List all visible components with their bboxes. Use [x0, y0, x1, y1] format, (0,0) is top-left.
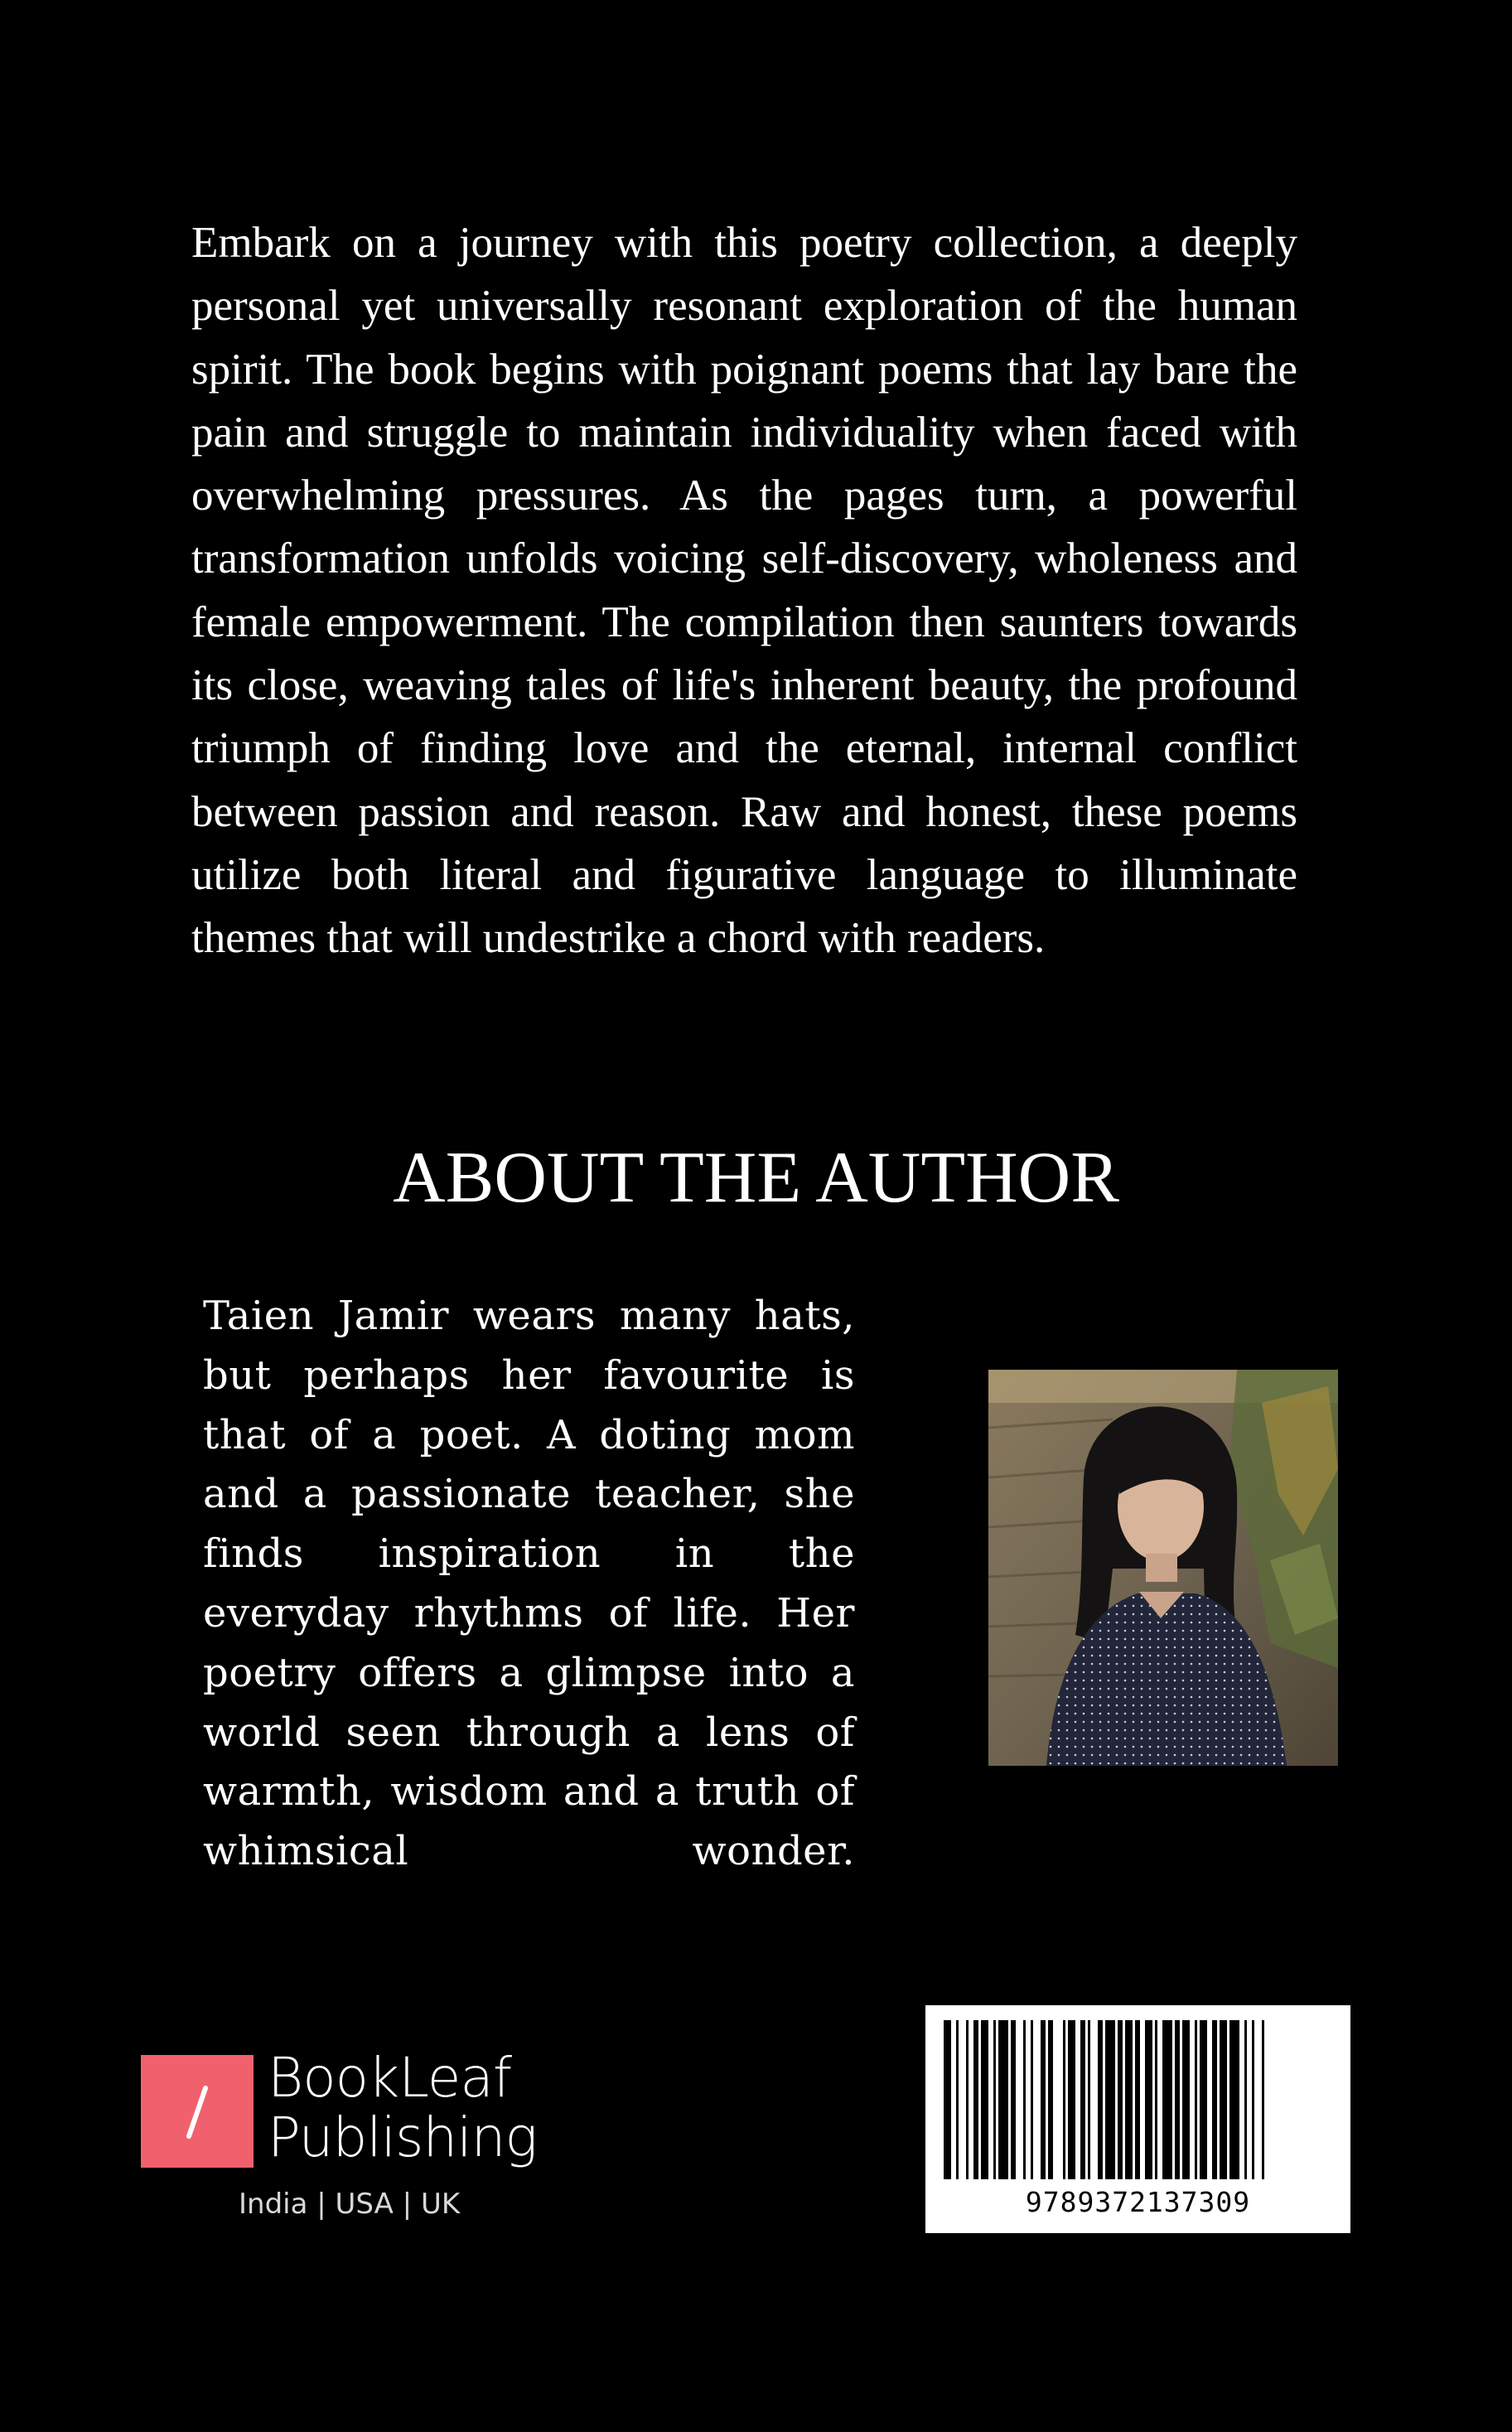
publisher-name-line2: Publishing — [268, 2106, 538, 2169]
isbn-barcode — [925, 2005, 1350, 2233]
author-photo — [988, 1370, 1338, 1766]
isbn-number: 9789372137309 — [1025, 2186, 1251, 2218]
publisher-regions: India | USA | UK — [239, 2188, 461, 2221]
publisher-name — [268, 2048, 537, 2168]
publisher-name-line1: BookLeaf — [268, 2046, 512, 2110]
author-bio: Taien Jamir wears many hats, but perhaps her favourite is that of a poet. A doting mom and a passionate teacher, she finds inspiration in the everyday rhythms of life. Her poetry offers a glimpse into a world seen through a lens of warmth, wisdom and a truth of whimsical wonder. — [203, 1293, 855, 1875]
book-blurb: Embark on a journey with this poetry collection, a deeply personal yet universally resonant exploration of the human spirit. The book begins with poignant poems that lay bare the pain and struggle to maintain individuality when faced with overwhelming pressures. As the pages turn, a powerful transformation unfolds voicing self-discovery, wholeness and female empowerment. The compilation then saunters towards its close, weaving tales of life's inherent beauty, the profound triumph of finding love and the eternal, internal conflict between passion and reason. Raw and honest, these poems utilize both literal and figurative language to illuminate themes that will undestrike a chord with readers. — [191, 219, 1297, 963]
publisher-logo — [141, 2046, 572, 2237]
publisher-logo-mark — [141, 2055, 254, 2168]
about-author-heading: ABOUT THE AUTHOR — [393, 1138, 1119, 1218]
